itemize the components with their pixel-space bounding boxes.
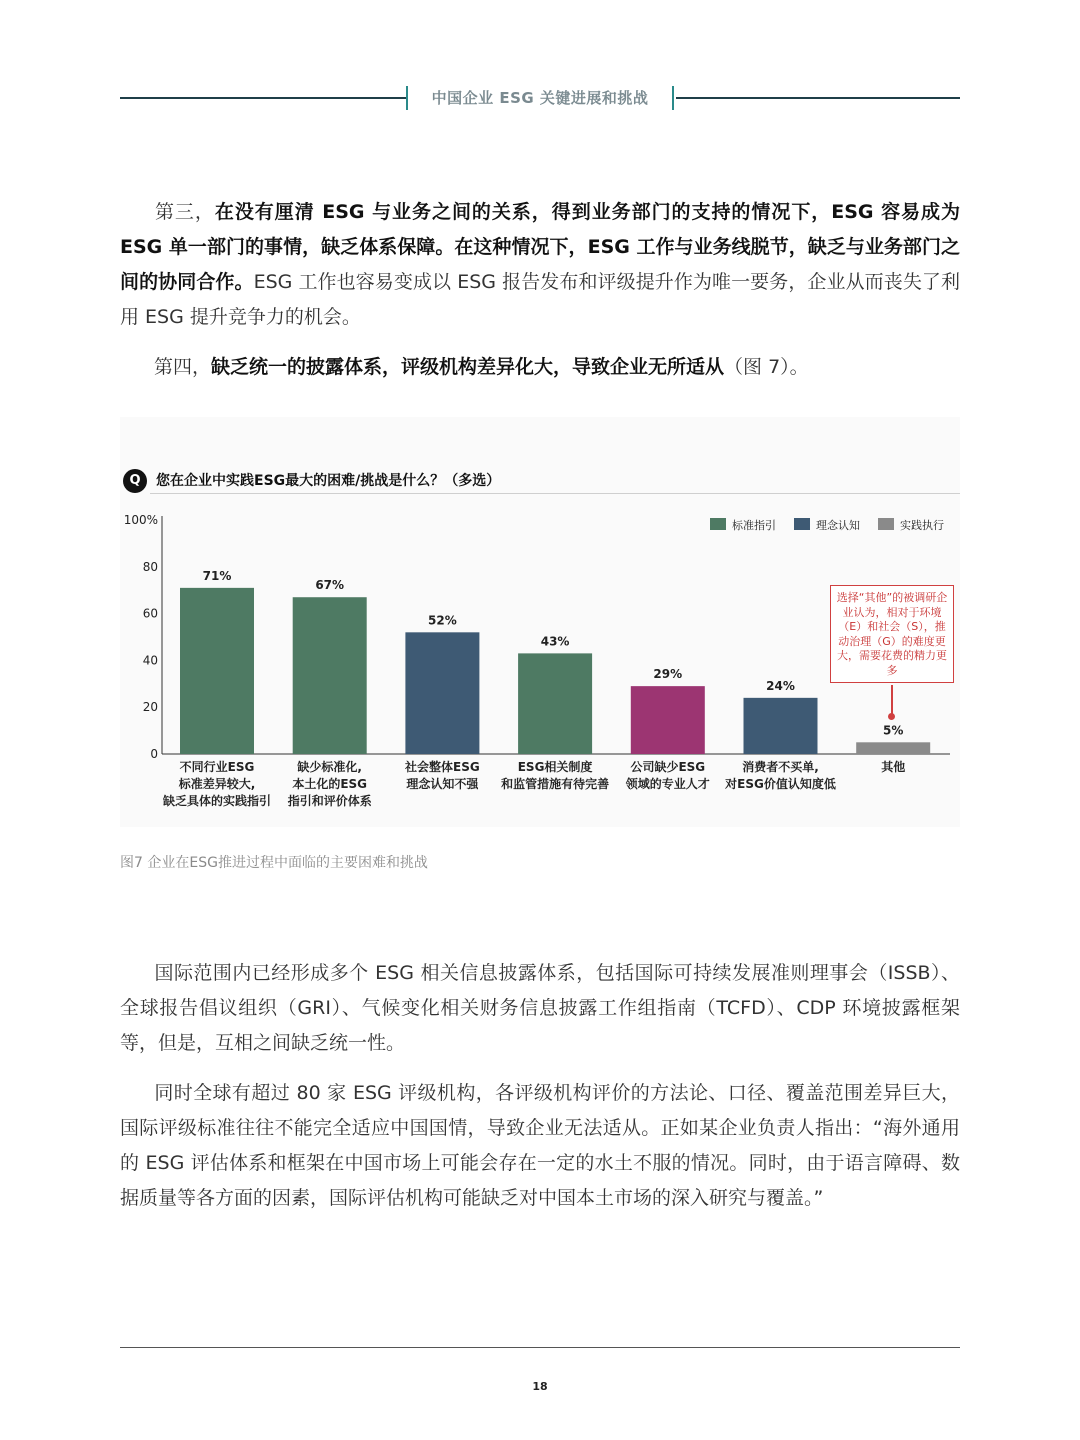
callout-stem: [891, 685, 893, 715]
p2-rest: （图 7）。: [724, 356, 809, 378]
legend-label: 理念认知: [816, 519, 860, 532]
bar-value-label: 71%: [202, 568, 232, 583]
legend-label: 实践执行: [900, 519, 944, 532]
bar: [405, 632, 479, 754]
header-rule-left: [120, 97, 406, 99]
legend-swatch: [794, 518, 810, 530]
y-tick-label: 40: [142, 653, 158, 668]
bar-value-label: 43%: [540, 634, 570, 649]
y-tick-label: 80: [142, 559, 158, 574]
figure-7: [120, 417, 960, 827]
x-category-label: 缺乏具体的实践指引: [162, 794, 272, 808]
page-number: 18: [532, 1380, 548, 1393]
other-callout: 选择“其他”的被调研企业认为，相对于环境（E）和社会（S），推动治理（G）的难度更大，需要花费的精力更多: [830, 585, 954, 683]
x-category-label: 缺少标准化,: [297, 760, 362, 774]
bar-value-label: 5%: [883, 723, 904, 738]
bar: [631, 686, 705, 754]
footer-rule: [120, 1347, 960, 1348]
x-category-label: 不同行业ESG: [179, 760, 255, 774]
y-tick-label: 0: [150, 747, 158, 761]
legend-label: 标准指引: [732, 519, 776, 532]
x-category-label: 其他: [881, 760, 906, 774]
x-category-label: 消费者不买单,: [742, 760, 819, 774]
bar-value-label: 29%: [653, 667, 683, 682]
header-rule-right: [676, 97, 960, 99]
bar: [518, 653, 592, 754]
p1-lead: 第三，: [154, 201, 215, 223]
paragraph-rating: [120, 1076, 960, 1216]
legend-swatch: [878, 518, 894, 530]
question-text: 您在企业中实践ESG最大的困难/挑战是什么？（多选）: [156, 473, 501, 489]
y-tick-label: 100%: [123, 513, 158, 527]
figure-caption: 图7 企业在ESG推进过程中面临的主要困难和挑战: [120, 855, 428, 871]
legend-swatch: [710, 518, 726, 530]
bar-value-label: 67%: [315, 578, 345, 593]
bar: [856, 742, 930, 754]
bar-value-label: 52%: [428, 613, 457, 628]
y-tick-label: 20: [142, 700, 158, 715]
bar: [744, 698, 818, 754]
bar: [293, 597, 367, 754]
x-category-label: 对ESG价值认知度低: [725, 777, 836, 791]
p3-text: 国际范围内已经形成多个 ESG 相关信息披露体系，包括国际可持续发展准则理事会（ISSB）、全球报告倡议组织（GRI）、气候变化相关财务信息披露工作组指南（TCFD）、CDP 环境披露框架等，但是，互相之间缺乏统一性。: [120, 962, 960, 1054]
x-category-label: 本土化的ESG: [292, 777, 368, 791]
y-tick-label: 60: [142, 606, 158, 621]
x-category-label: 理念认知不强: [406, 777, 479, 791]
x-category-label: 公司缺少ESG: [630, 760, 706, 774]
question-badge: Q: [123, 469, 147, 493]
x-category-label: 和监管措施有待完善: [501, 777, 610, 791]
paragraph-fourth: [120, 350, 960, 385]
bar: [180, 588, 254, 754]
p2-bold: 缺乏统一的披露体系，评级机构差异化大，导致企业无所适从: [211, 356, 725, 378]
p1-rest: ESG 工作也容易变成以 ESG 报告发布和评级提升作为唯一要务，企业从而丧失了利用 ESG 提升竞争力的机会。: [120, 271, 960, 328]
p2-lead: 第四，: [154, 356, 212, 378]
paragraph-third: [120, 195, 960, 335]
x-category-label: 标准差异较大,: [178, 777, 256, 791]
x-category-label: 社会整体ESG: [405, 760, 480, 774]
p1-bold: 在没有厘清 ESG 与业务之间的关系，得到业务部门的支持的情况下，ESG 容易成为 ESG 单一部门的事情，缺乏体系保障。在这种情况下，ESG 工作与业务线脱节，缺乏与业务部门之间的协同合作。: [120, 201, 960, 293]
x-category-label: 指引和评价体系: [287, 794, 372, 808]
header-title: 中国企业 ESG 关键进展和挑战: [431, 89, 649, 107]
x-category-label: ESG相关制度: [517, 760, 593, 774]
p4-text: 同时全球有超过 80 家 ESG 评级机构，各评级机构评价的方法论、口径、覆盖范围差异巨大，国际评级标准往往不能完全适应中国国情，导致企业无法适从。正如某企业负责人指出：“海外通用的 ESG 评估体系和框架在中国市场上可能会存在一定的水土不服的情况。同时，由于语言障碍、数据质量等各方面的因素，国际评估机构可能缺乏对中国本土市场的深入研究与覆盖。”: [120, 1082, 960, 1209]
bar-value-label: 24%: [766, 678, 795, 693]
paragraph-disclosure: [120, 956, 960, 1061]
x-category-label: 领域的专业人才: [625, 777, 710, 791]
callout-dot: [888, 713, 895, 720]
header-bar-right: [672, 86, 674, 110]
